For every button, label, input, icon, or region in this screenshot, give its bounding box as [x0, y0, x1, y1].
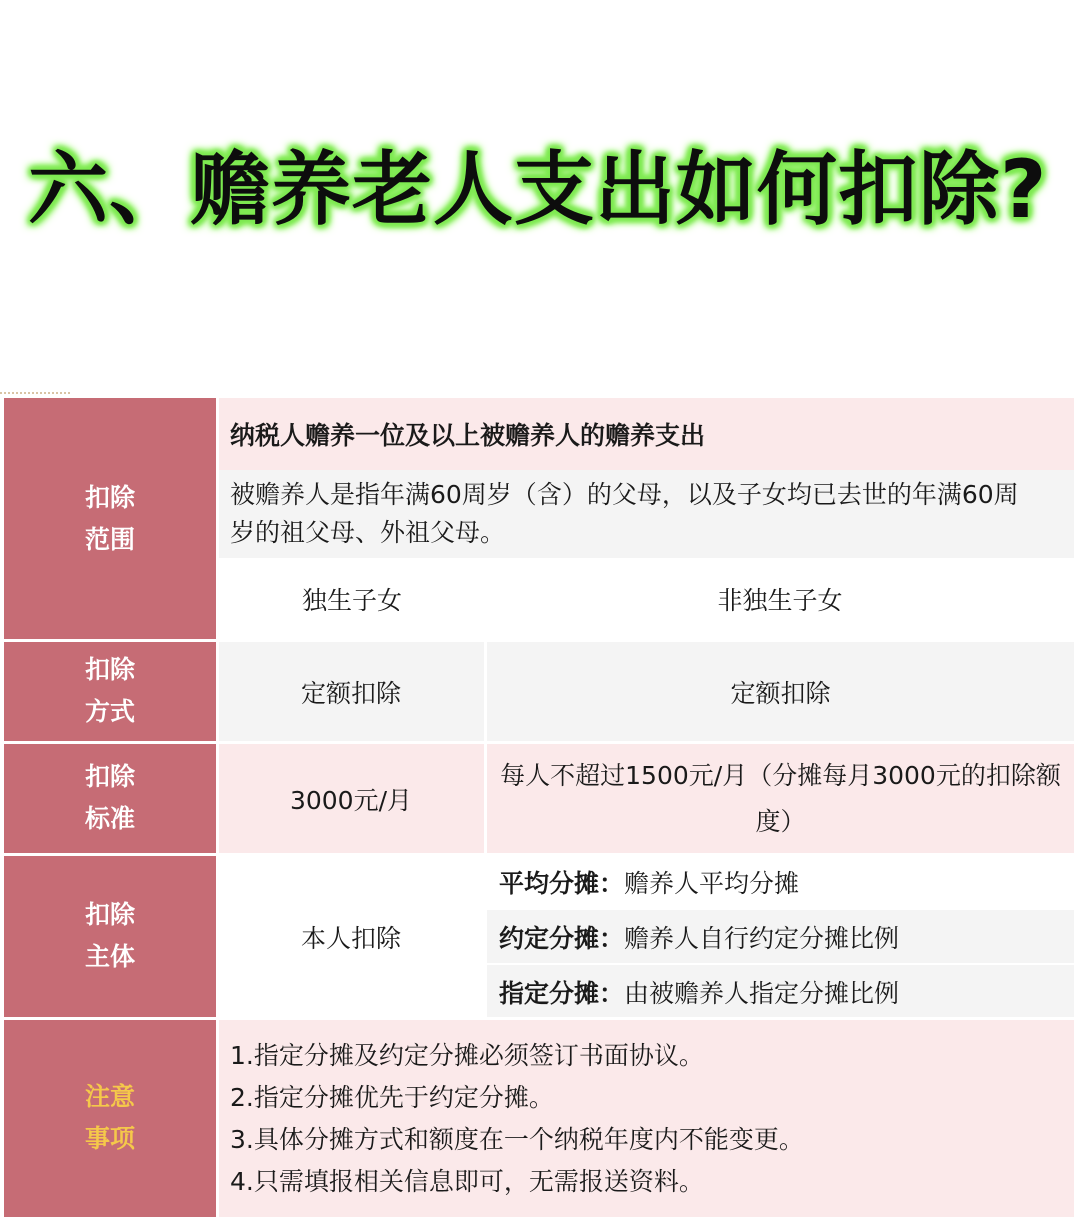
standard-non-only-child [487, 744, 1074, 854]
grid-line [216, 398, 219, 1217]
label-notice [4, 1018, 216, 1217]
scope-definition [218, 470, 1074, 558]
subject-option-name: 指定分摊： [499, 978, 625, 1008]
notes-list [218, 1020, 1074, 1217]
label-scope [4, 398, 216, 640]
label-standard [4, 742, 216, 854]
label-notice-line2: 事项 [84, 1123, 135, 1153]
label-subject-line1: 扣除 [84, 900, 135, 929]
label-method-line1: 扣除 [84, 655, 135, 684]
subject-only-child: 本人扣除 [218, 856, 484, 1018]
subject-option-agreed [487, 910, 1074, 963]
label-standard-line2: 标准 [84, 804, 135, 833]
note-item: 1.指定分摊及约定分摊必须签订书面协议。 [230, 1040, 704, 1070]
standard-non-only-child-line2: 度） [755, 807, 806, 836]
note-item: 3.具体分摊方式和额度在一个纳税年度内不能变更。 [230, 1124, 804, 1154]
method-non-only-child: 定额扣除 [487, 642, 1074, 742]
grid-line [4, 741, 1074, 744]
standard-only-child: 3000元/月 [218, 744, 484, 854]
subject-option-designated [487, 965, 1074, 1018]
grid-line [4, 1017, 1074, 1020]
label-scope-line2: 范围 [84, 525, 135, 554]
scope-summary: 纳税人赡养一位及以上被赡养人的赡养支出 [218, 398, 1074, 470]
subject-option-desc: 赡养人自行约定分摊比例 [624, 923, 900, 953]
page-title: 六、赡养老人支出如何扣除? [28, 143, 1048, 236]
label-method-line2: 方式 [84, 697, 135, 726]
standard-non-only-child-line1: 每人不超过1500元/月（分摊每月3000元的扣除额 [500, 761, 1061, 790]
subject-option-average [487, 856, 1074, 908]
label-subject [4, 854, 216, 1018]
decorative-divider [0, 388, 70, 394]
subject-option-desc: 由被赡养人指定分摊比例 [624, 978, 900, 1008]
label-scope-line1: 扣除 [84, 483, 135, 512]
col-header-non-only-child: 非独生子女 [486, 558, 1074, 640]
label-notice-line1: 注意 [84, 1081, 135, 1111]
subject-option-name: 平均分摊： [499, 869, 625, 898]
label-subject-line2: 主体 [84, 942, 135, 971]
subject-option-name: 约定分摊： [499, 923, 625, 953]
scope-definition-line2: 岁的祖父母、外祖父母。 [230, 518, 506, 547]
deduction-table [4, 398, 1074, 1217]
grid-line [4, 853, 1074, 856]
subject-option-desc: 赡养人平均分摊 [624, 869, 800, 898]
note-item: 2.指定分摊优先于约定分摊。 [230, 1082, 554, 1112]
method-only-child: 定额扣除 [218, 642, 484, 742]
col-header-only-child: 独生子女 [218, 558, 486, 640]
scope-definition-line1: 被赡养人是指年满60周岁（含）的父母，以及子女均已去世的年满60周 [230, 480, 1019, 509]
note-item: 4.只需填报相关信息即可，无需报送资料。 [230, 1166, 704, 1196]
label-method [4, 640, 216, 742]
grid-line [4, 639, 1074, 642]
label-standard-line1: 扣除 [84, 762, 135, 791]
